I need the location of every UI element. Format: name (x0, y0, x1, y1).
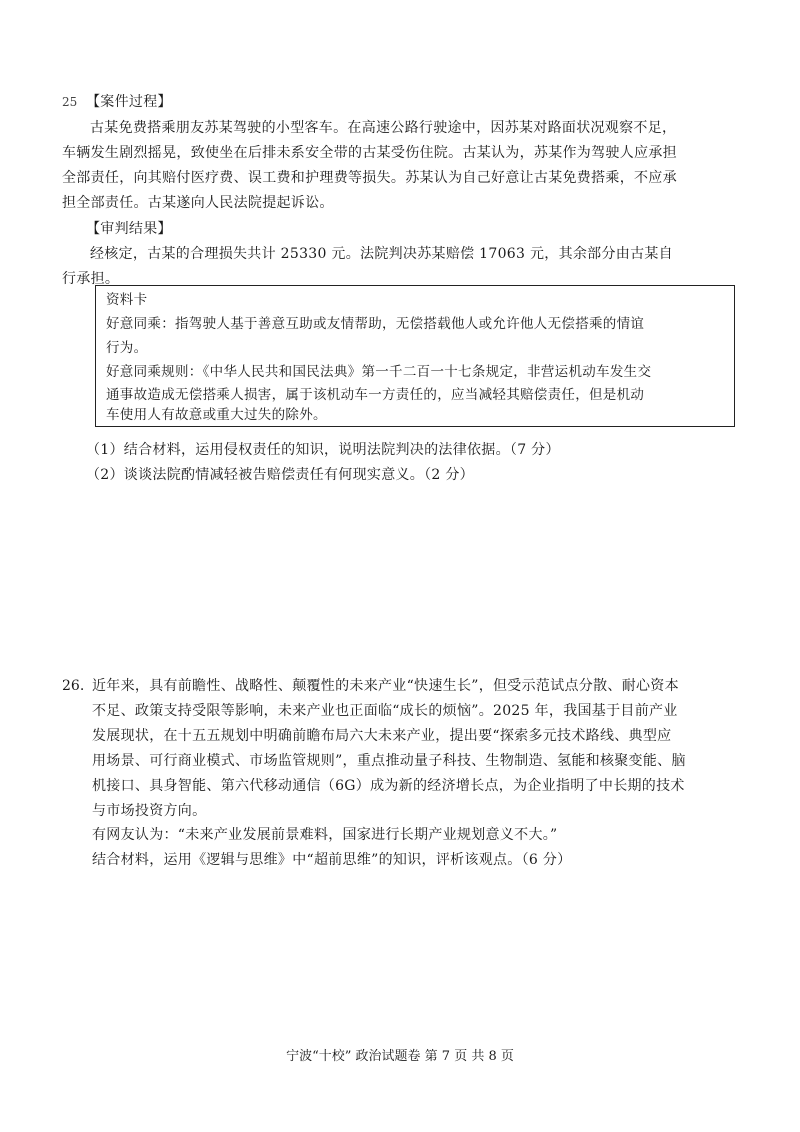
info-card (95, 285, 735, 427)
verdict-text-line: 行承担。 (62, 271, 120, 287)
case-text-line: 全部责任，向其赔付医疗费、误工费和护理费等损失。苏某认为自己好意让古某免费搭乘，不应承 (62, 170, 677, 186)
info-card-line: 行为。 (106, 340, 148, 356)
question-25-sub-1: （1）结合材料，运用侵权责任的知识，说明法院判决的法律依据。（7 分） (86, 442, 560, 458)
q26-question: 结合材料，运用《逻辑与思维》中“超前思维”的知识，评析该观点。（6 分） (92, 852, 572, 868)
q26-text-line: 机接口、具身智能、第六代移动通信（6G）成为新的经济增长点，为企业指明了中长期的技术 (92, 778, 685, 794)
info-card-title: 资料卡 (106, 292, 148, 308)
info-card-line: 好意同乘规则：《中华人民共和国民法典》第一千二百一十七条规定，非营运机动车发生交 (106, 364, 652, 380)
case-text-line: 担全部责任。古某遂向人民法院提起诉讼。 (62, 195, 334, 211)
question-25-sub-2: （2）谈谈法院酌情减轻被告赔偿责任有何现实意义。（2 分） (86, 467, 474, 483)
case-text-line: 车辆发生剧烈摇晃，致使坐在后排未系安全带的古某受伤住院。古某认为，苏某作为驾驶人应承担 (62, 145, 677, 161)
q26-text-line: 用场景、可行商业模式、市场监管规则”，重点推动量子科技、生物制造、氢能和核聚变能、脑 (92, 753, 686, 769)
info-card-line: 通事故造成无偿搭乘人损害，属于该机动车一方责任的，应当减轻其赔偿责任，但是机动 (106, 387, 645, 403)
info-card-line: 车使用人有故意或重大过失的除外。 (106, 407, 327, 423)
verdict-text-line: 经核定，古某的合理损失共计 25330 元。法院判决苏某赔偿 17063 元，其余部分由古某自 (90, 246, 673, 262)
page-footer: 宁波“十校” 政治试题卷 第 7 页 共 8 页 (286, 1049, 514, 1064)
section-verdict-heading: 【审判结果】 (86, 221, 172, 237)
q26-opinion: 有网友认为：“未来产业发展前景难料，国家进行长期产业规划意义不大。” (92, 827, 558, 843)
info-card-line: 好意同乘：指驾驶人基于善意互助或友情帮助，无偿搭载他人或允许他人无偿搭乘的情谊 (106, 316, 645, 332)
q26-text-line: 与市场投资方向。 (92, 803, 207, 819)
q26-text-line: 发展现状，在十五五规划中明确前瞻布局六大未来产业，提出要“探索多元技术路线、典型应 (92, 728, 672, 744)
question-26-number: 26. (62, 678, 85, 694)
q26-text-line: 不足、政策支持受限等影响，未来产业也正面临“成长的烦恼”。2025 年，我国基于目前产业 (92, 703, 678, 719)
section-case-process-heading: 【案件过程】 (86, 94, 172, 110)
q26-text-line: 近年来，具有前瞻性、战略性、颠覆性的未来产业“快速生长”，但受示范试点分散、耐心资本 (92, 678, 679, 694)
case-text-line: 古某免费搭乘朋友苏某驾驶的小型客车。在高速公路行驶途中，因苏某对路面状况观察不足， (90, 120, 677, 136)
question-25-number: 25 (62, 95, 78, 109)
